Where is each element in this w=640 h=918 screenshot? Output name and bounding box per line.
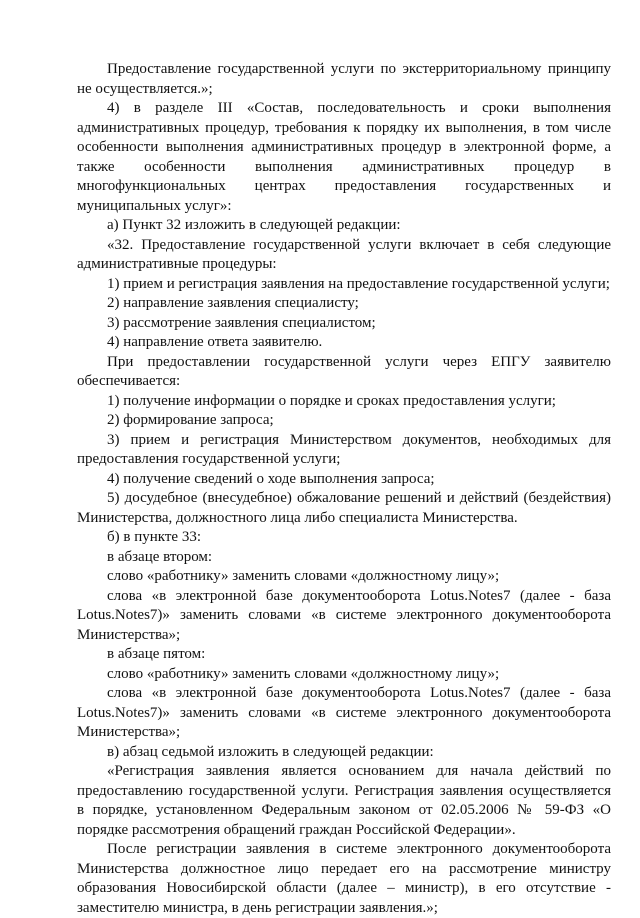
- list-item-epgu-5: 5) досудебное (внесудебное) обжалование решений и действий (бездействия) Министерства, должностного лица либо специалиста Министерства.: [77, 490, 611, 526]
- paragraph-replace-worker-2: слово «работнику» заменить словами «должностному лицу»;: [107, 665, 500, 682]
- paragraph-section-3: 4) в разделе III «Состав, последовательность и сроки выполнения административных процедур, требования к порядку их выполнения, в том числе особенности выполнения административных процедур в электронной форме, а также особенности выполнения административных процедур в многофункциональных центрах предоставления государственных и муниципальных услуг»:: [77, 100, 611, 214]
- list-item-procedure-3: 3) рассмотрение заявления специалистом;: [107, 314, 376, 331]
- list-item-epgu-2: 2) формирование запроса;: [107, 412, 274, 428]
- paragraph-point-32: «32. Предоставление государственной услуги включает в себя следующие административные процедуры:: [77, 236, 611, 272]
- list-item-procedure-2: 2) направление заявления специалисту;: [107, 295, 359, 311]
- document-page: [77, 60, 611, 918]
- paragraph-item-b: б) в пункте 33:: [107, 529, 201, 545]
- list-item-procedure-1: 1) прием и регистрация заявления на предоставление государственной услуги;: [107, 275, 610, 292]
- list-item-epgu-1: 1) получение информации о порядке и сроках предоставления услуги;: [107, 392, 556, 409]
- paragraph-replace-lotus-1: слова «в электронной базе документооборота Lotus.Notes7 (далее - база Lotus.Notes7)» заменить словами «в системе электронного документооборота Министерства»;: [77, 587, 611, 643]
- paragraph-registration: «Регистрация заявления является основанием для начала действий по предоставлению государственной услуги. Регистрация заявления осуществляется в порядке, установленном Федеральным законом от 02.05.2006 № 59-ФЗ «О порядке рассмотрения обращений граждан Российской Федерации».: [77, 763, 611, 838]
- list-item-epgu-4: 4) получение сведений о ходе выполнения запроса;: [107, 470, 435, 487]
- paragraph-epgu: При предоставлении государственной услуги через ЕПГУ заявителю обеспечивается:: [77, 353, 611, 389]
- paragraph-second-subparagraph: в абзаце втором:: [107, 548, 213, 565]
- paragraph-replace-worker-1: слово «работнику» заменить словами «должностному лицу»;: [107, 568, 500, 584]
- paragraph-replace-lotus-2: слова «в электронной базе документооборота Lotus.Notes7 (далее - база Lotus.Notes7)» заменить словами «в системе электронного документооборота Министерства»;: [77, 685, 611, 740]
- paragraph-item-a: а) Пункт 32 изложить в следующей редакции:: [107, 217, 401, 233]
- paragraph-after-registration: После регистрации заявления в системе электронного документооборота Министерства должностное лицо передает его на рассмотрение министру образования Новосибирской области (далее – министр), в его отсутствие - заместителю министра, в день регистрации заявления.»;: [77, 841, 611, 916]
- paragraph-fifth-subparagraph: в абзаце пятом:: [107, 646, 206, 662]
- paragraph-extraterritorial: Предоставление государственной услуги по экстерриториальному принципу не осуществляется.»;: [77, 61, 611, 97]
- list-item-procedure-4: 4) направление ответа заявителю.: [107, 334, 323, 350]
- list-item-epgu-3: 3) прием и регистрация Министерством документов, необходимых для предоставления государственной услуги;: [77, 431, 611, 467]
- paragraph-item-v: в) абзац седьмой изложить в следующей редакции:: [107, 743, 434, 760]
